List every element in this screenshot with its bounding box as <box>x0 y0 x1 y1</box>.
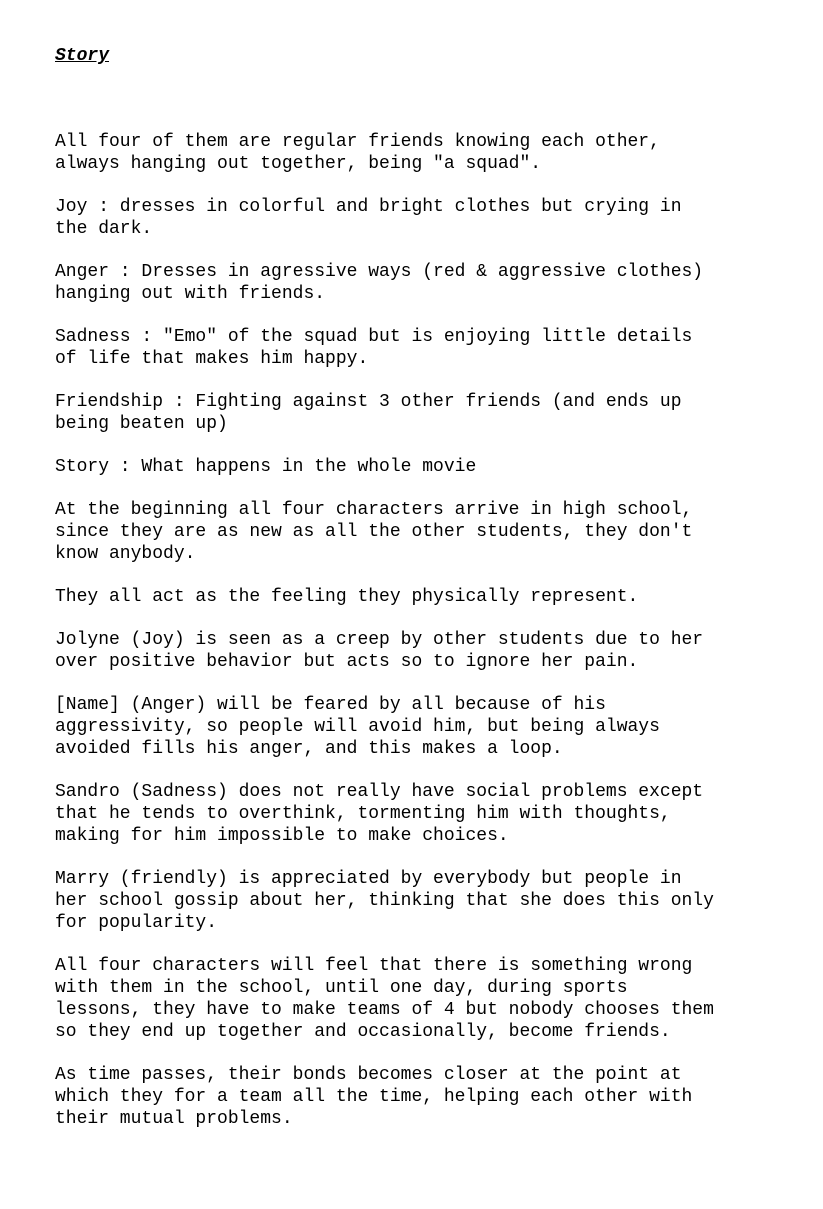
paragraph-bonds: As time passes, their bonds becomes closer at the point at which they for a team all the time, helping each other with their mutual problems. <box>55 1065 693 1129</box>
paragraph-anger: Anger : Dresses in agressive ways (red & aggressive clothes) hanging out with friends. <box>55 262 704 304</box>
paragraph-friendship: Friendship : Fighting against 3 other friends (and ends up being beaten up) <box>55 392 682 434</box>
paragraph-sandro: Sandro (Sadness) does not really have social problems except that he tends to overthink, tormenting him with thoughts, making for him impossible to make choices. <box>55 782 704 846</box>
paragraph-jolyne: Jolyne (Joy) is seen as a creep by other students due to her over positive behavior but acts so to ignore her pain. <box>55 630 704 672</box>
paragraph-feelings: They all act as the feeling they physically represent. <box>55 587 639 607</box>
document-body <box>55 131 815 1151</box>
paragraph-story-heading: Story : What happens in the whole movie <box>55 457 477 477</box>
paragraph-joy: Joy : dresses in colorful and bright clothes but crying in the dark. <box>55 197 682 239</box>
paragraph-sadness: Sadness : "Emo" of the squad but is enjoying little details of life that makes him happy. <box>55 327 693 369</box>
paragraph-beginning: At the beginning all four characters arrive in high school, since they are as new as all the other students, they don't know anybody. <box>55 500 693 564</box>
paragraph-squad-intro: All four of them are regular friends knowing each other, always hanging out together, being "a squad". <box>55 132 660 174</box>
document-title: Story <box>55 46 110 66</box>
paragraph-teams: All four characters will feel that there is something wrong with them in the school, until one day, during sports lessons, they have to make teams of 4 but nobody chooses them so they end up together and occasionally, become friends. <box>55 956 714 1042</box>
paragraph-anger-character: [Name] (Anger) will be feared by all because of his aggressivity, so people will avoid him, but being always avoided fills his anger, and this makes a loop. <box>55 695 660 759</box>
paragraph-marry: Marry (friendly) is appreciated by everybody but people in her school gossip about her, thinking that she does this only for popularity. <box>55 869 714 933</box>
